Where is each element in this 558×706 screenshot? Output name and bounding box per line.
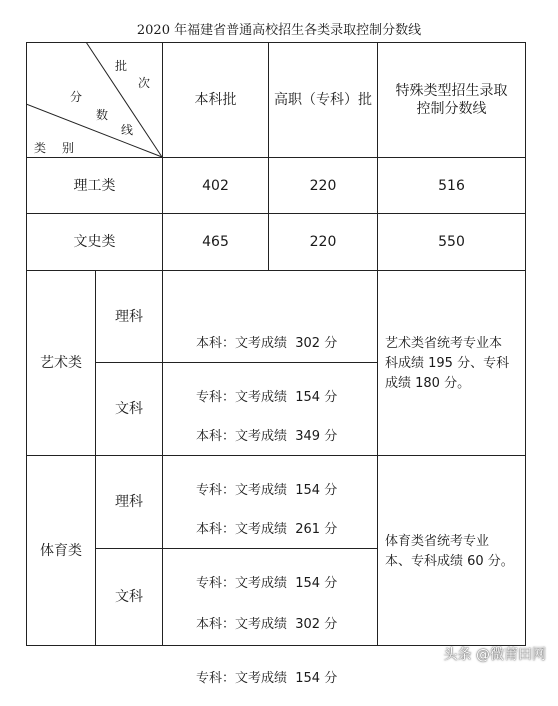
art-wenke-label: 文科 [115, 401, 143, 417]
row-wenshi-special: 550 [438, 234, 465, 250]
art-like-label: 理科 [115, 308, 143, 325]
sport-like-benke: 本科：文考成绩 261 分 [196, 522, 338, 537]
corner-label-lei: 类 [34, 141, 47, 155]
page-title: 2020 年福建省普通高校招生各类录取控制分数线 [136, 23, 422, 38]
corner-label-shu: 数 [96, 108, 109, 122]
corner-label-xian: 线 [121, 123, 134, 137]
row-ligong-gaozhi: 220 [309, 177, 337, 194]
corner-diagonals [26, 42, 163, 158]
art-wenke-benke: 本科：文考成绩 349 分 [196, 429, 338, 444]
row-wenshi-benke: 465 [202, 234, 229, 250]
sport-label: 体育类 [40, 542, 82, 559]
header-benke: 本科批 [194, 92, 237, 108]
header-gaozhi: 高职（专科）批 [274, 92, 372, 108]
sport-note-line1: 体育类省统考专业 [385, 534, 490, 549]
sport-wenke-benke: 本科：文考成绩 302 分 [196, 617, 338, 632]
watermark-text: 头条 @微莆田网 [443, 647, 546, 663]
sport-note [385, 532, 520, 572]
art-note-line2: 科成绩 195 分、专科 [385, 356, 510, 371]
row-ligong-special: 516 [438, 177, 465, 194]
watermark [444, 644, 546, 664]
header-special-line1: 特殊类型招生录取 [395, 83, 508, 99]
art-note [385, 334, 520, 394]
art-like-zhuanke: 专科：文考成绩 154 分 [196, 390, 338, 405]
sport-wenke-label: 文科 [115, 589, 143, 605]
corner-label-ci: 次 [138, 76, 151, 90]
sport-wenke-zhuanke: 专科：文考成绩 154 分 [196, 671, 338, 686]
art-label: 艺术类 [40, 355, 82, 371]
art-note-line1: 艺术类省统考专业本 [385, 336, 503, 351]
art-wenke-zhuanke: 专科：文考成绩 154 分 [196, 483, 338, 498]
sport-wenke-scores [196, 580, 337, 706]
sport-like-label: 理科 [115, 494, 143, 510]
art-like-benke: 本科：文考成绩 302 分 [196, 336, 338, 351]
sport-like-zhuanke: 专科：文考成绩 154 分 [196, 576, 338, 591]
corner-label-pi: 批 [115, 59, 128, 73]
row-wenshi-label: 文史类 [73, 234, 116, 250]
row-ligong-label: 理工类 [73, 177, 116, 194]
row-ligong-benke: 402 [202, 177, 229, 194]
sport-note-line2: 本、专科成绩 60 分。 [385, 554, 514, 569]
row-wenshi-gaozhi: 220 [309, 234, 337, 250]
header-special-line2: 控制分数线 [416, 101, 487, 117]
header-special [378, 43, 525, 157]
corner-label-bie: 别 [62, 141, 75, 155]
corner-label-fen: 分 [70, 90, 83, 104]
art-note-line3: 成绩 180 分。 [385, 376, 471, 391]
